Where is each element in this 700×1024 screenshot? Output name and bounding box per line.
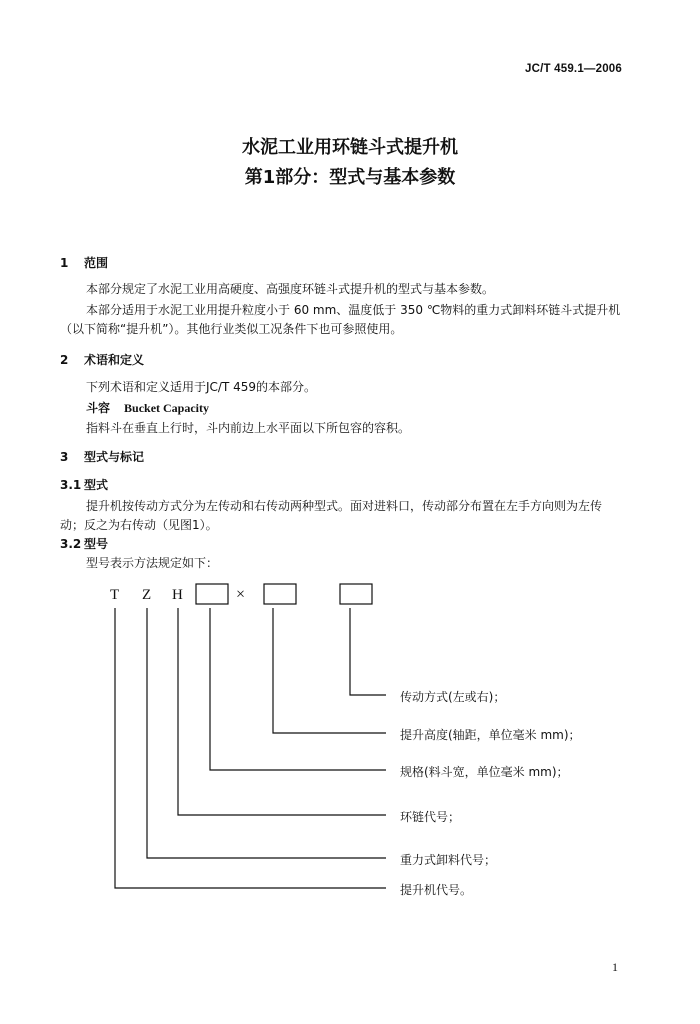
subsection-3-1-heading	[60, 477, 108, 493]
leader-elevator	[115, 608, 386, 888]
term-chinese: 斗容	[86, 401, 111, 415]
label-elevator-code: 提升机代号。	[400, 883, 473, 897]
label-drive-mode: 传动方式(左或右)；	[400, 690, 506, 704]
letter-T: T	[110, 587, 120, 603]
leader-height	[273, 608, 386, 733]
subsection-3-1-line-2: 动；反之为右传动（见图1）。	[60, 518, 218, 532]
designation-lines	[0, 570, 700, 910]
section-number: 1	[60, 256, 69, 270]
section-2-intro: 下列术语和定义适用于JC/T 459的本部分。	[86, 380, 317, 394]
subsection-3-2-heading	[60, 536, 108, 552]
subsection-3-2-intro: 型号表示方法规定如下：	[86, 556, 219, 570]
document-title-line2: 第1部分：型式与基本参数	[244, 167, 456, 188]
section-1-paragraph-2-line-1: 本部分适用于水泥工业用提升粒度小于 60 mm、温度低于 350 ℃物料的重力式卸料环链斗式提升机	[86, 303, 621, 317]
term-english: Bucket Capacity	[124, 401, 210, 415]
section-3-heading	[60, 449, 144, 465]
section-title: 型式与标记	[84, 450, 145, 464]
section-number: 3	[60, 450, 69, 464]
standard-code: JC/T 459.1—2006	[525, 63, 622, 75]
section-number: 2	[60, 353, 69, 367]
section-1-paragraph-1: 本部分规定了水泥工业用高硬度、高强度环链斗式提升机的型式与基本参数。	[86, 282, 495, 296]
document-title-line1: 水泥工业用环链斗式提升机	[242, 137, 458, 158]
subsection-title: 型号	[84, 537, 109, 551]
label-specification: 规格(料斗宽，单位毫米 mm)；	[400, 765, 569, 779]
letter-H: H	[172, 587, 183, 603]
subsection-number: 3.2	[60, 537, 82, 551]
leader-spec	[210, 608, 386, 770]
section-1-heading	[60, 255, 108, 271]
leader-chain	[178, 608, 386, 815]
subsection-title: 型式	[84, 478, 109, 492]
section-title: 术语和定义	[84, 353, 145, 367]
label-chain-code: 环链代号；	[400, 810, 461, 824]
leader-drive	[350, 608, 386, 695]
term-entry	[86, 400, 209, 416]
drive-box	[340, 584, 372, 604]
label-lift-height: 提升高度(轴距，单位毫米 mm)；	[400, 728, 581, 742]
height-box	[264, 584, 296, 604]
subsection-number: 3.1	[60, 478, 82, 492]
term-definition: 指料斗在垂直上行时，斗内前边上水平面以下所包容的容积。	[86, 421, 411, 435]
page-number: 1	[612, 960, 618, 974]
label-gravity-discharge-code: 重力式卸料代号；	[400, 853, 497, 867]
letter-Z: Z	[142, 587, 152, 603]
section-title: 范围	[84, 256, 109, 270]
times-sign: ×	[236, 586, 246, 603]
section-1-paragraph-2-line-2: （以下简称“提升机”）。其他行业类似工况条件下也可参照使用。	[60, 322, 403, 336]
spec-box	[196, 584, 228, 604]
subsection-3-1-line-1: 提升机按传动方式分为左传动和右传动两种型式。面对进料口，传动部分布置在左手方向则为左传	[86, 499, 603, 513]
section-2-heading	[60, 352, 144, 368]
